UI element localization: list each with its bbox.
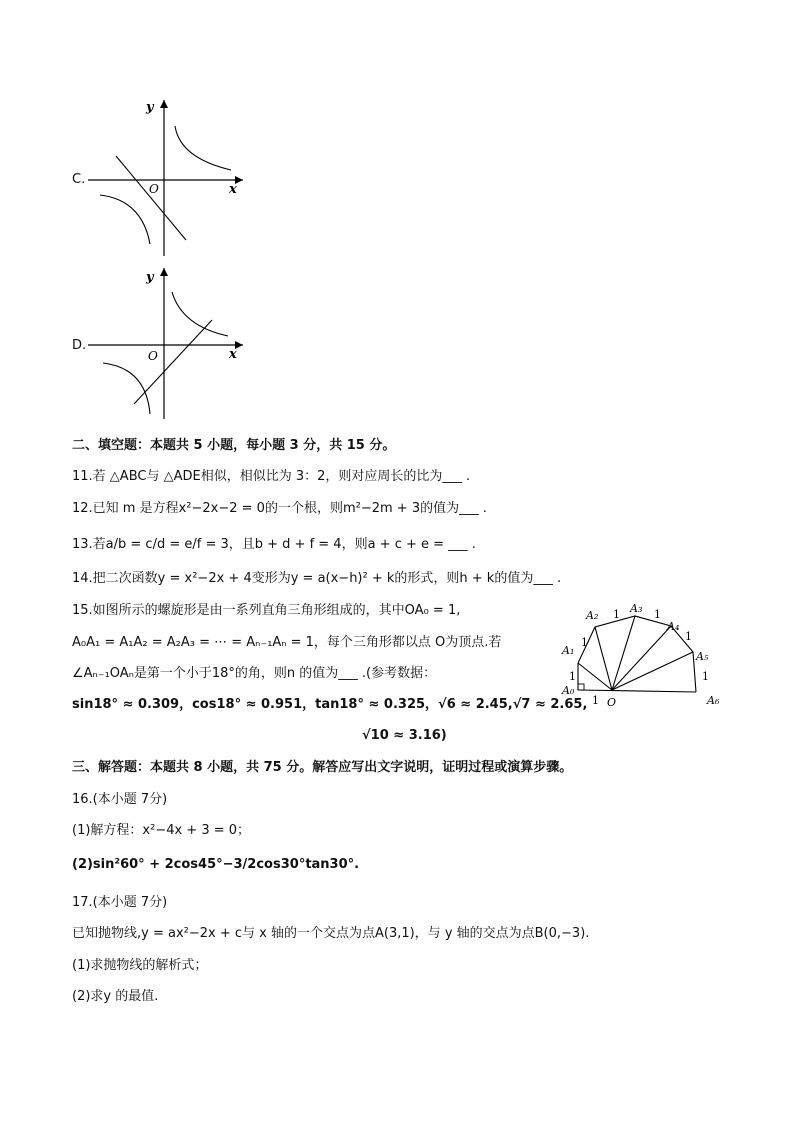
option-d-graph [88, 264, 248, 424]
svg-text:1: 1 [685, 630, 692, 643]
question-17-part-2: (2)求y 的最值. [72, 989, 159, 1004]
question-17-body: 已知抛物线,y = ax²−2x + c与 x 轴的一个交点为点A(3,1)，与 y 轴的交点为点B(0,−3). [72, 926, 590, 941]
svg-text:y: y [146, 270, 154, 285]
question-16-part-2: (2)sin²60° + 2cos45°−3/2cos30°tan30°. [72, 857, 360, 872]
spiral-figure [552, 602, 732, 714]
svg-text:O: O [148, 349, 158, 363]
svg-text:x: x [229, 347, 237, 362]
option-c-label: C. [72, 172, 86, 187]
spiral-label-a1: A₁ [562, 644, 575, 657]
svg-text:1: 1 [654, 608, 661, 621]
svg-text:1: 1 [581, 636, 588, 649]
section-fill-header: 二、填空题：本题共 5 小题，每小题 3 分，共 15 分。 [72, 438, 396, 453]
svg-text:1: 1 [702, 670, 709, 683]
spiral-origin-label: O [607, 696, 617, 709]
svg-text:1: 1 [613, 608, 620, 621]
question-15-line-1: 15.如图所示的螺旋形是由一系列直角三角形组成的，其中OA₀ = 1, [72, 603, 461, 618]
question-15-line-3: ∠Aₙ₋₁OAₙ是第一个小于18°的角，则n 的值为___ .(参考数据： [72, 666, 437, 681]
question-12: 12.已知 m 是方程x²−2x−2 = 0的一个根，则m²−2m + 3的值为___ . [72, 501, 487, 516]
question-13: 13.若a/b = c/d = e/f = 3，且b + d + f = 4，则a + c + e = ___ . [72, 537, 476, 552]
question-15-line-2: A₀A₁ = A₁A₂ = A₂A₃ = ⋯ = Aₙ₋₁Aₙ = 1，每个三角形都以点 O为顶点.若 [72, 635, 502, 650]
option-d-label: D. [72, 338, 87, 353]
spiral-label-a3: A₃ [630, 602, 643, 615]
svg-text:1: 1 [592, 694, 599, 707]
svg-text:1: 1 [569, 670, 576, 683]
option-c-graph [88, 96, 248, 260]
question-15-line-5: √10 ≈ 3.16) [362, 728, 447, 743]
spiral-label-a6: A₆ [707, 694, 720, 707]
question-17-title: 17.(本小题 7分) [72, 895, 168, 910]
origin-label: O [149, 182, 159, 196]
question-17-part-1: (1)求抛物线的解析式； [72, 958, 208, 973]
section-answer-header: 三、解答题：本题共 8 小题，共 75 分。解答应写出文字说明，证明过程或演算步骤。 [72, 760, 573, 775]
question-16-part-1: (1)解方程：x²−4x + 3 = 0； [72, 823, 251, 838]
question-15-line-4: sin18° ≈ 0.309，cos18° ≈ 0.951，tan18° ≈ 0.325，√6 ≈ 2.45,√7 ≈ 2.65, [72, 697, 588, 712]
question-16-title: 16.(本小题 7分) [72, 792, 168, 807]
spiral-label-a4: A₄ [667, 620, 680, 633]
axis-y-label: y [146, 100, 154, 115]
question-14: 14.把二次函数y = x²−2x + 4变形为y = a(x−h)² + k的形式，则h + k的值为___ . [72, 571, 562, 586]
question-11: 11.若 △ABC与 △ADE相似，相似比为 3：2，则对应周长的比为___ . [72, 469, 471, 484]
spiral-label-a0: A₀ [562, 684, 575, 697]
spiral-label-a2: A₂ [586, 609, 599, 622]
axis-x-label: x [229, 182, 237, 197]
spiral-label-a5: A₅ [696, 650, 709, 663]
